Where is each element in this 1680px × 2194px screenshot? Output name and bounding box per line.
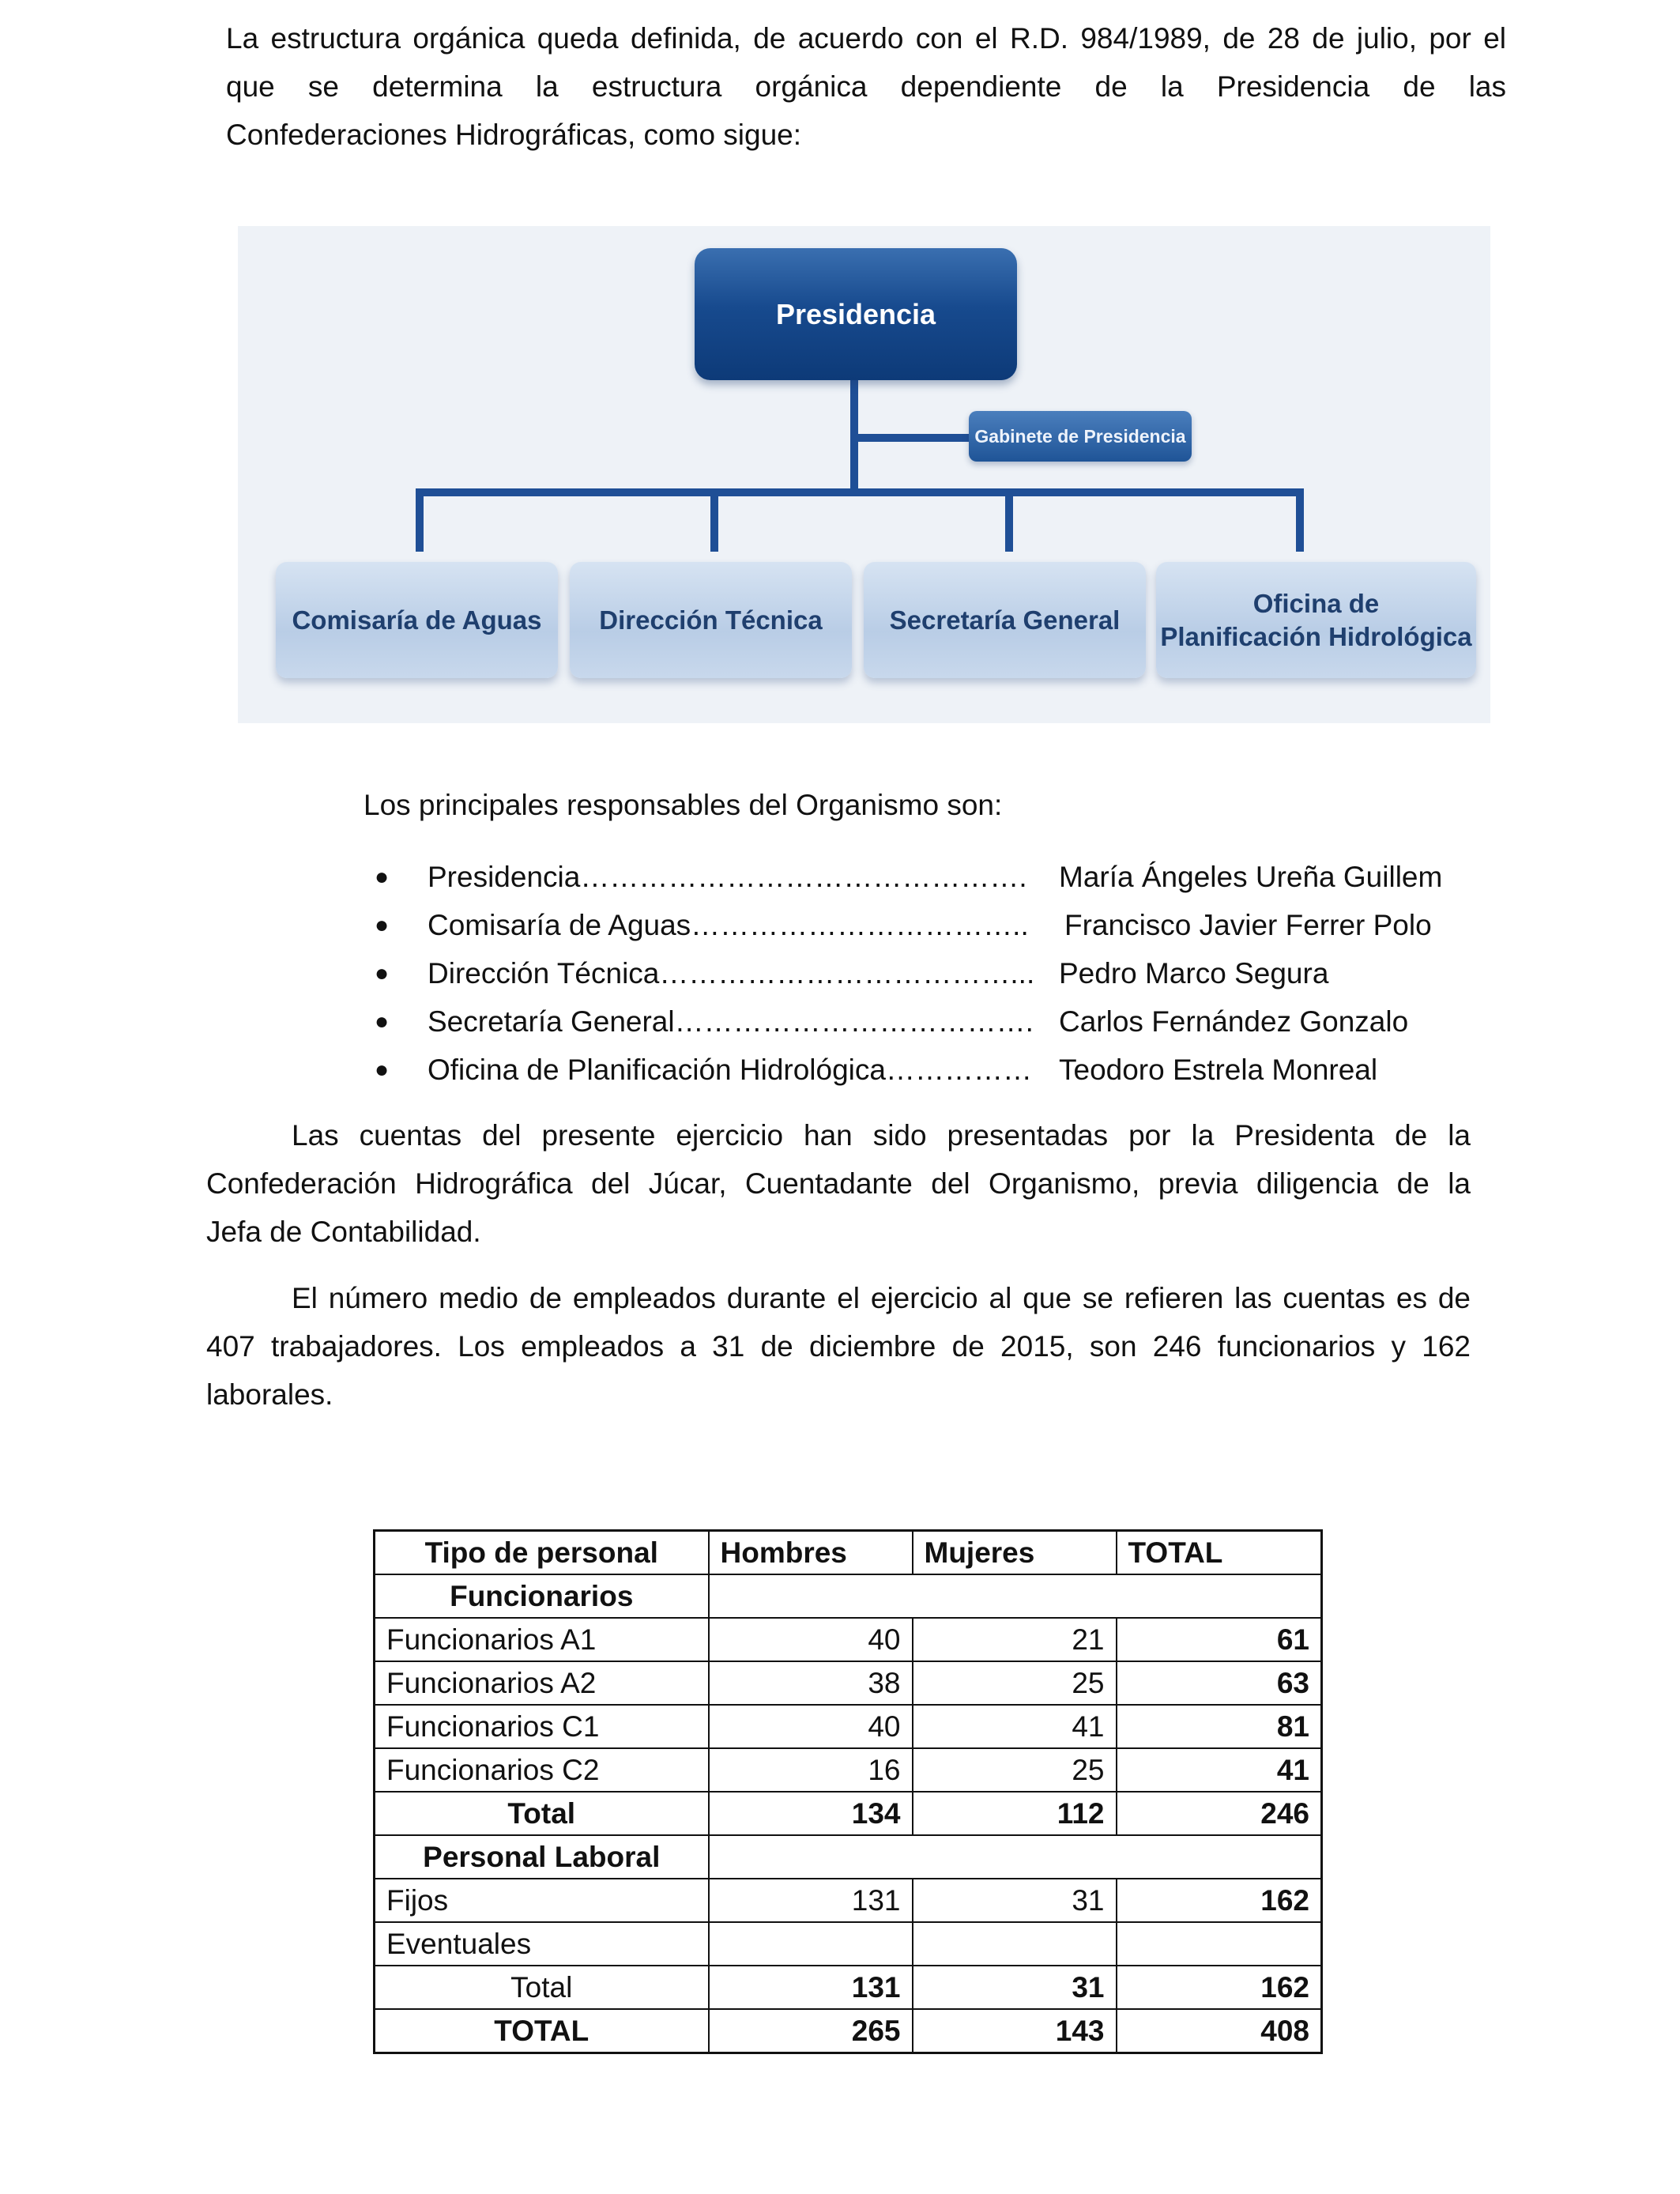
cuentas-paragraph [206,1111,1471,1256]
header-total: TOTAL [1117,1531,1322,1575]
cell-total: 63 [1117,1661,1322,1705]
cell-tipo: Funcionarios A1 [375,1618,709,1661]
cell-mujeres: 25 [913,1748,1117,1792]
cuentas-line: Las cuentas del presente ejercicio han sido presentadas por la Presidenta de la [292,1119,1471,1152]
responsable-name: María Ángeles Ureña Guillem [1059,861,1443,893]
cell-hombres: 38 [709,1661,913,1705]
cell-total: 61 [1117,1618,1322,1661]
org-presidencia: Presidencia [695,248,1017,380]
cell-tipo: Total [375,1792,709,1835]
section-funcionarios: Funcionarios [375,1574,709,1618]
cell-total: 246 [1117,1792,1322,1835]
cell-hombres [709,1922,913,1966]
cell-hombres: 40 [709,1705,913,1748]
table-total-row [375,1792,1322,1835]
cell-hombres: 16 [709,1748,913,1792]
intro-line: La estructura orgánica queda definida, de acuerdo con el R.D. 984/1989, de 28 de julio, por el [226,22,1506,55]
table-row [375,1922,1322,1966]
cell-mujeres: 25 [913,1661,1117,1705]
org-unit-oficina: Oficina de Planificación Hidrológica [1156,562,1476,678]
table-section-row [375,1574,1322,1618]
cell-mujeres: 21 [913,1618,1117,1661]
org-unit-direccion: Dirección Técnica [570,562,852,678]
empleados-line: 407 trabajadores. Los empleados a 31 de diciembre de 2015, son 246 funcionarios y 162 [206,1330,1471,1363]
header-tipo: Tipo de personal [375,1531,709,1575]
empty-cell [709,1574,1322,1618]
empty-cell [709,1835,1322,1879]
cell-tipo: Fijos [375,1879,709,1922]
cell-total: 162 [1117,1879,1322,1922]
table-row [375,1879,1322,1922]
cell-tipo: Funcionarios A2 [375,1661,709,1705]
cuentas-line: Confederación Hidrográfica del Júcar, Cuentadante del Organismo, previa diligencia de la [206,1167,1471,1200]
cell-hombres: 40 [709,1618,913,1661]
table-row [375,1705,1322,1748]
empleados-paragraph [206,1274,1471,1419]
cell-hombres: 134 [709,1792,913,1835]
responsable-role: Secretaría General………………………………. [428,1005,1034,1038]
cell-total: 81 [1117,1705,1322,1748]
empleados-line: laborales. [206,1378,333,1411]
cell-total [1117,1922,1322,1966]
bullet-icon: ● [375,1008,390,1035]
responsable-name: Teodoro Estrela Monreal [1059,1054,1378,1086]
bullet-icon: ● [375,912,390,938]
empleados-line: El número medio de empleados durante el ejercicio al que se refieren las cuentas es de [292,1282,1471,1314]
cell-hombres: 131 [709,1879,913,1922]
cell-total: 162 [1117,1966,1322,2009]
cell-total: 41 [1117,1748,1322,1792]
table-header-row [375,1531,1322,1575]
responsable-role: Oficina de Planificación Hidrológica…………… [428,1054,1032,1086]
cell-tipo: Funcionarios C2 [375,1748,709,1792]
cell-tipo: TOTAL [375,2009,709,2053]
responsable-role: Comisaría de Aguas…………………………….. [428,909,1029,941]
responsable-role: Presidencia………………………………………. [428,861,1027,893]
cell-mujeres: 143 [913,2009,1117,2053]
intro-line: que se determina la estructura orgánica dependiente de la Presidencia de las [226,70,1506,103]
table-section-row [375,1835,1322,1879]
table-grand-total-row [375,2009,1322,2053]
responsable-name: Pedro Marco Segura [1059,957,1329,990]
table-row [375,1748,1322,1792]
cell-tipo: Eventuales [375,1922,709,1966]
table-row [375,1661,1322,1705]
header-hombres: Hombres [709,1531,913,1575]
cell-mujeres [913,1922,1117,1966]
cell-tipo: Total [375,1966,709,2009]
table-total-row [375,1966,1322,2009]
cell-tipo: Funcionarios C1 [375,1705,709,1748]
org-unit-comisaria: Comisaría de Aguas [276,562,558,678]
bullet-icon: ● [375,864,390,890]
org-gabinete: Gabinete de Presidencia [969,411,1192,462]
cuentas-line: Jefa de Contabilidad. [206,1216,481,1248]
cell-mujeres: 31 [913,1966,1117,2009]
cell-mujeres: 31 [913,1879,1117,1922]
org-unit-secretaria: Secretaría General [864,562,1146,678]
responsable-role: Dirección Técnica………………………………... [428,957,1035,990]
personal-table [373,1529,1323,2054]
responsable-name: Francisco Javier Ferrer Polo [1064,909,1432,941]
cell-mujeres: 112 [913,1792,1117,1835]
cell-total: 408 [1117,2009,1322,2053]
cell-hombres: 265 [709,2009,913,2053]
intro-paragraph [226,14,1506,159]
responsables-title: Los principales responsables del Organismo son: [363,789,1003,821]
cell-hombres: 131 [709,1966,913,2009]
intro-line: Confederaciones Hidrográficas, como sigue: [226,119,802,151]
header-mujeres: Mujeres [913,1531,1117,1575]
bullet-icon: ● [375,1057,390,1083]
table-row [375,1618,1322,1661]
cell-mujeres: 41 [913,1705,1117,1748]
bullet-icon: ● [375,960,390,986]
section-laboral: Personal Laboral [375,1835,709,1879]
responsable-name: Carlos Fernández Gonzalo [1059,1005,1409,1038]
